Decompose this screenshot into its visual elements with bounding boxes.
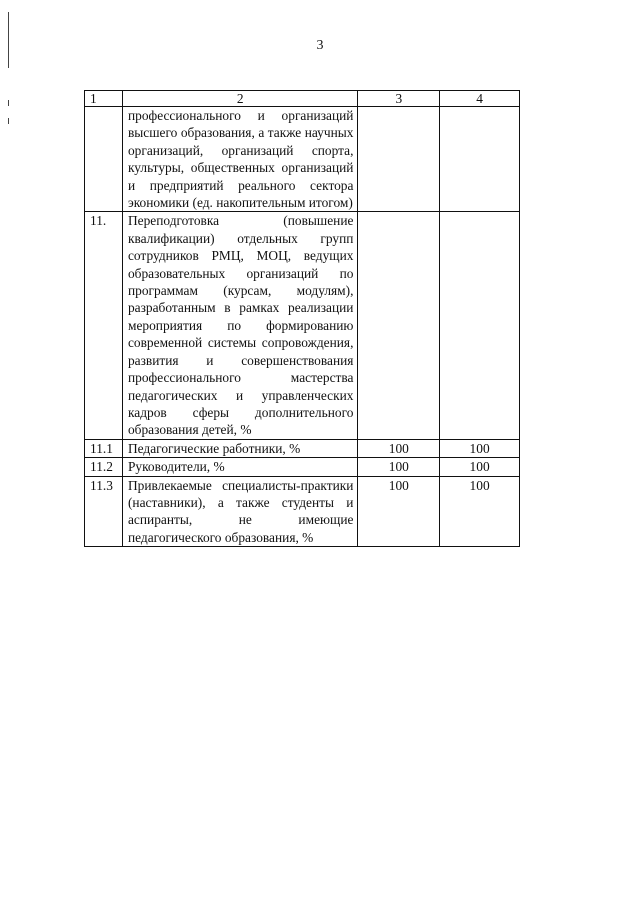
header-col-2: 2 [122,91,357,107]
row-value-col3: 100 [358,458,440,476]
row-number [85,107,123,212]
row-text: Руководители, % [122,458,357,476]
row-value-col3 [358,212,440,439]
table-row [85,212,520,439]
row-value-col3: 100 [358,439,440,457]
header-col-3: 3 [358,91,440,107]
table-row [85,476,520,547]
row-value-col4: 100 [440,476,520,547]
row-text: Переподготовка (повышение квалификации) отдельных групп сотрудников РМЦ, МОЦ, ведущих образовательных организаций по программам (курсам, модулям), разработанным в рамках реализации мероприятия по формированию современной системы сопровождения, развития и совершенствования профессионального мастерства педагогических и управленческих кадров сферы дополнительного образования детей, % [122,212,357,439]
table-row [85,107,520,212]
table-header-row [85,91,520,107]
row-number: 11.2 [85,458,123,476]
row-text: Педагогические работники, % [122,439,357,457]
indicator-table [84,90,520,547]
row-value-col4: 100 [440,458,520,476]
scan-edge-mark [8,100,9,106]
row-value-col4: 100 [440,439,520,457]
table-row [85,458,520,476]
row-value-col4 [440,107,520,212]
header-col-1: 1 [85,91,123,107]
row-value-col3 [358,107,440,212]
row-value-col4 [440,212,520,439]
row-value-col3: 100 [358,476,440,547]
row-number: 11.1 [85,439,123,457]
row-text: профессионального и организаций высшего образования, а также научных организаций, организаций спорта, культуры, общественных организаций и предприятий реального сектора экономики (ед. накопительным итогом) [122,107,357,212]
scan-edge-mark [8,118,9,124]
table-row [85,439,520,457]
page-number: 3 [316,38,324,53]
row-text: Привлекаемые специалисты-практики (наставники), а также студенты и аспиранты, не имеющие педагогического образования, % [122,476,357,547]
row-number: 11.3 [85,476,123,547]
row-number: 11. [85,212,123,439]
header-col-4: 4 [440,91,520,107]
